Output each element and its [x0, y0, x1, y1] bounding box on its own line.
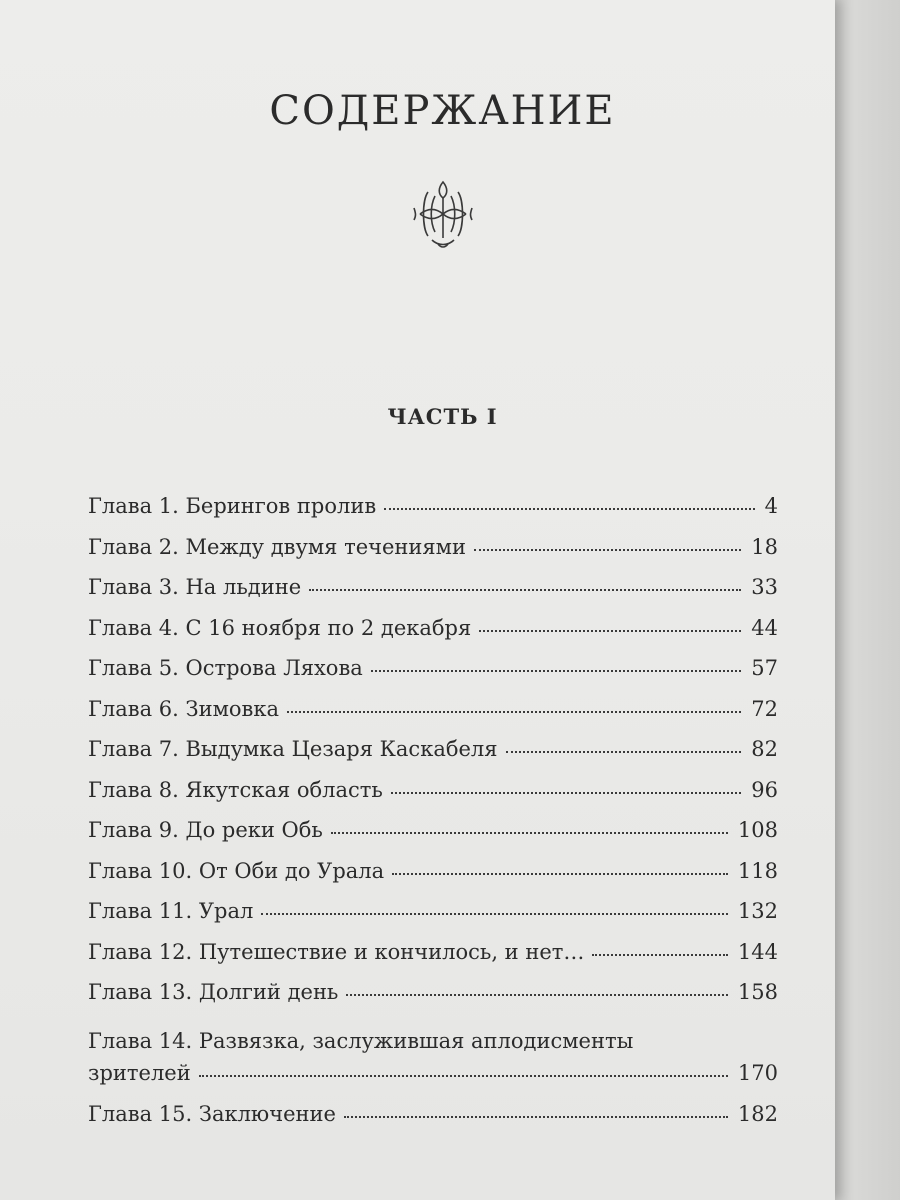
toc-entry-title: Глава 4. С 16 ноября по 2 декабря	[88, 615, 472, 640]
toc-entry-title: Глава 11. Урал	[88, 899, 254, 923]
toc-entry-page: 18	[751, 534, 778, 559]
toc-entry-title: Глава 2. Между двумя течениями	[88, 534, 466, 559]
toc-entry-continuation	[88, 1061, 778, 1102]
toc-entry-page: 158	[737, 980, 778, 1004]
toc-entry-page: 118	[737, 858, 778, 883]
toc-entry-multiline	[88, 1021, 778, 1102]
toc-entry	[88, 535, 778, 576]
page-title: СОДЕРЖАНИЕ	[269, 88, 616, 134]
dot-leader	[309, 589, 741, 591]
toc-entry-page: 96	[751, 777, 778, 802]
dot-leader	[346, 994, 728, 996]
part-heading: ЧАСТЬ I	[387, 404, 498, 429]
monogram-ornament-icon	[408, 178, 478, 250]
toc-entry-page: 4	[764, 494, 778, 518]
toc-entry	[88, 737, 778, 778]
toc-entry	[88, 940, 778, 981]
toc-entry-title: Глава 9. До реки Обь	[88, 818, 323, 842]
dot-leader	[506, 751, 742, 753]
next-page-edge	[835, 0, 900, 1200]
toc-entry-title: Глава 10. От Оби до Урала	[88, 858, 385, 883]
toc-entry-page: 108	[737, 818, 778, 842]
dot-leader	[344, 1116, 728, 1118]
toc-entry-title-line2: зрителей	[88, 1061, 191, 1085]
dot-leader	[287, 711, 741, 713]
toc-entry-title: Глава 3. На льдине	[88, 575, 302, 599]
toc-entry-title: Глава 12. Путешествие и кончилось, и нет…	[88, 939, 585, 964]
toc-entry-page: 182	[737, 1101, 778, 1126]
dot-leader	[199, 1075, 728, 1077]
dot-leader	[371, 670, 741, 672]
dot-leader	[391, 792, 741, 794]
toc-entry-page: 57	[751, 656, 778, 680]
toc-entry-title: Глава 5. Острова Ляхова	[88, 656, 363, 680]
toc-entry-title-line1: Глава 14. Развязка, заслужившая аплодисменты	[88, 1028, 634, 1053]
dot-leader	[384, 508, 754, 510]
toc-entry-page: 144	[737, 939, 778, 964]
toc-entry	[88, 616, 778, 657]
toc-entry-page: 170	[737, 1061, 778, 1085]
toc-entry	[88, 980, 778, 1021]
toc-entry-title: Глава 15. Заключение	[88, 1101, 336, 1126]
toc-entry	[88, 697, 778, 738]
toc-entry-page: 132	[737, 899, 778, 923]
toc-entry-title: Глава 13. Долгий день	[88, 980, 339, 1004]
toc-entry	[88, 778, 778, 819]
dot-leader	[392, 873, 728, 875]
toc-entry-page: 82	[751, 737, 778, 761]
toc-entry	[88, 818, 778, 859]
toc-entry-title: Глава 6. Зимовка	[88, 696, 280, 721]
toc-entry	[88, 859, 778, 900]
dot-leader	[474, 549, 741, 551]
toc-entry	[88, 494, 778, 535]
toc-entry	[88, 1102, 778, 1143]
dot-leader	[261, 913, 728, 915]
toc-entry	[88, 656, 778, 697]
dot-leader	[592, 954, 728, 956]
table-of-contents	[88, 494, 778, 1142]
toc-entry-page: 44	[751, 615, 778, 640]
toc-entry-title: Глава 8. Якутская область	[88, 777, 383, 802]
toc-entry-title: Глава 1. Берингов пролив	[88, 494, 377, 518]
dot-leader	[331, 832, 728, 834]
toc-entry	[88, 899, 778, 940]
toc-entry-page: 72	[751, 696, 778, 721]
toc-entry	[88, 575, 778, 616]
toc-entry-page: 33	[751, 575, 778, 599]
dot-leader	[479, 630, 741, 632]
toc-entry-title: Глава 7. Выдумка Цезаря Каскабеля	[88, 737, 498, 761]
